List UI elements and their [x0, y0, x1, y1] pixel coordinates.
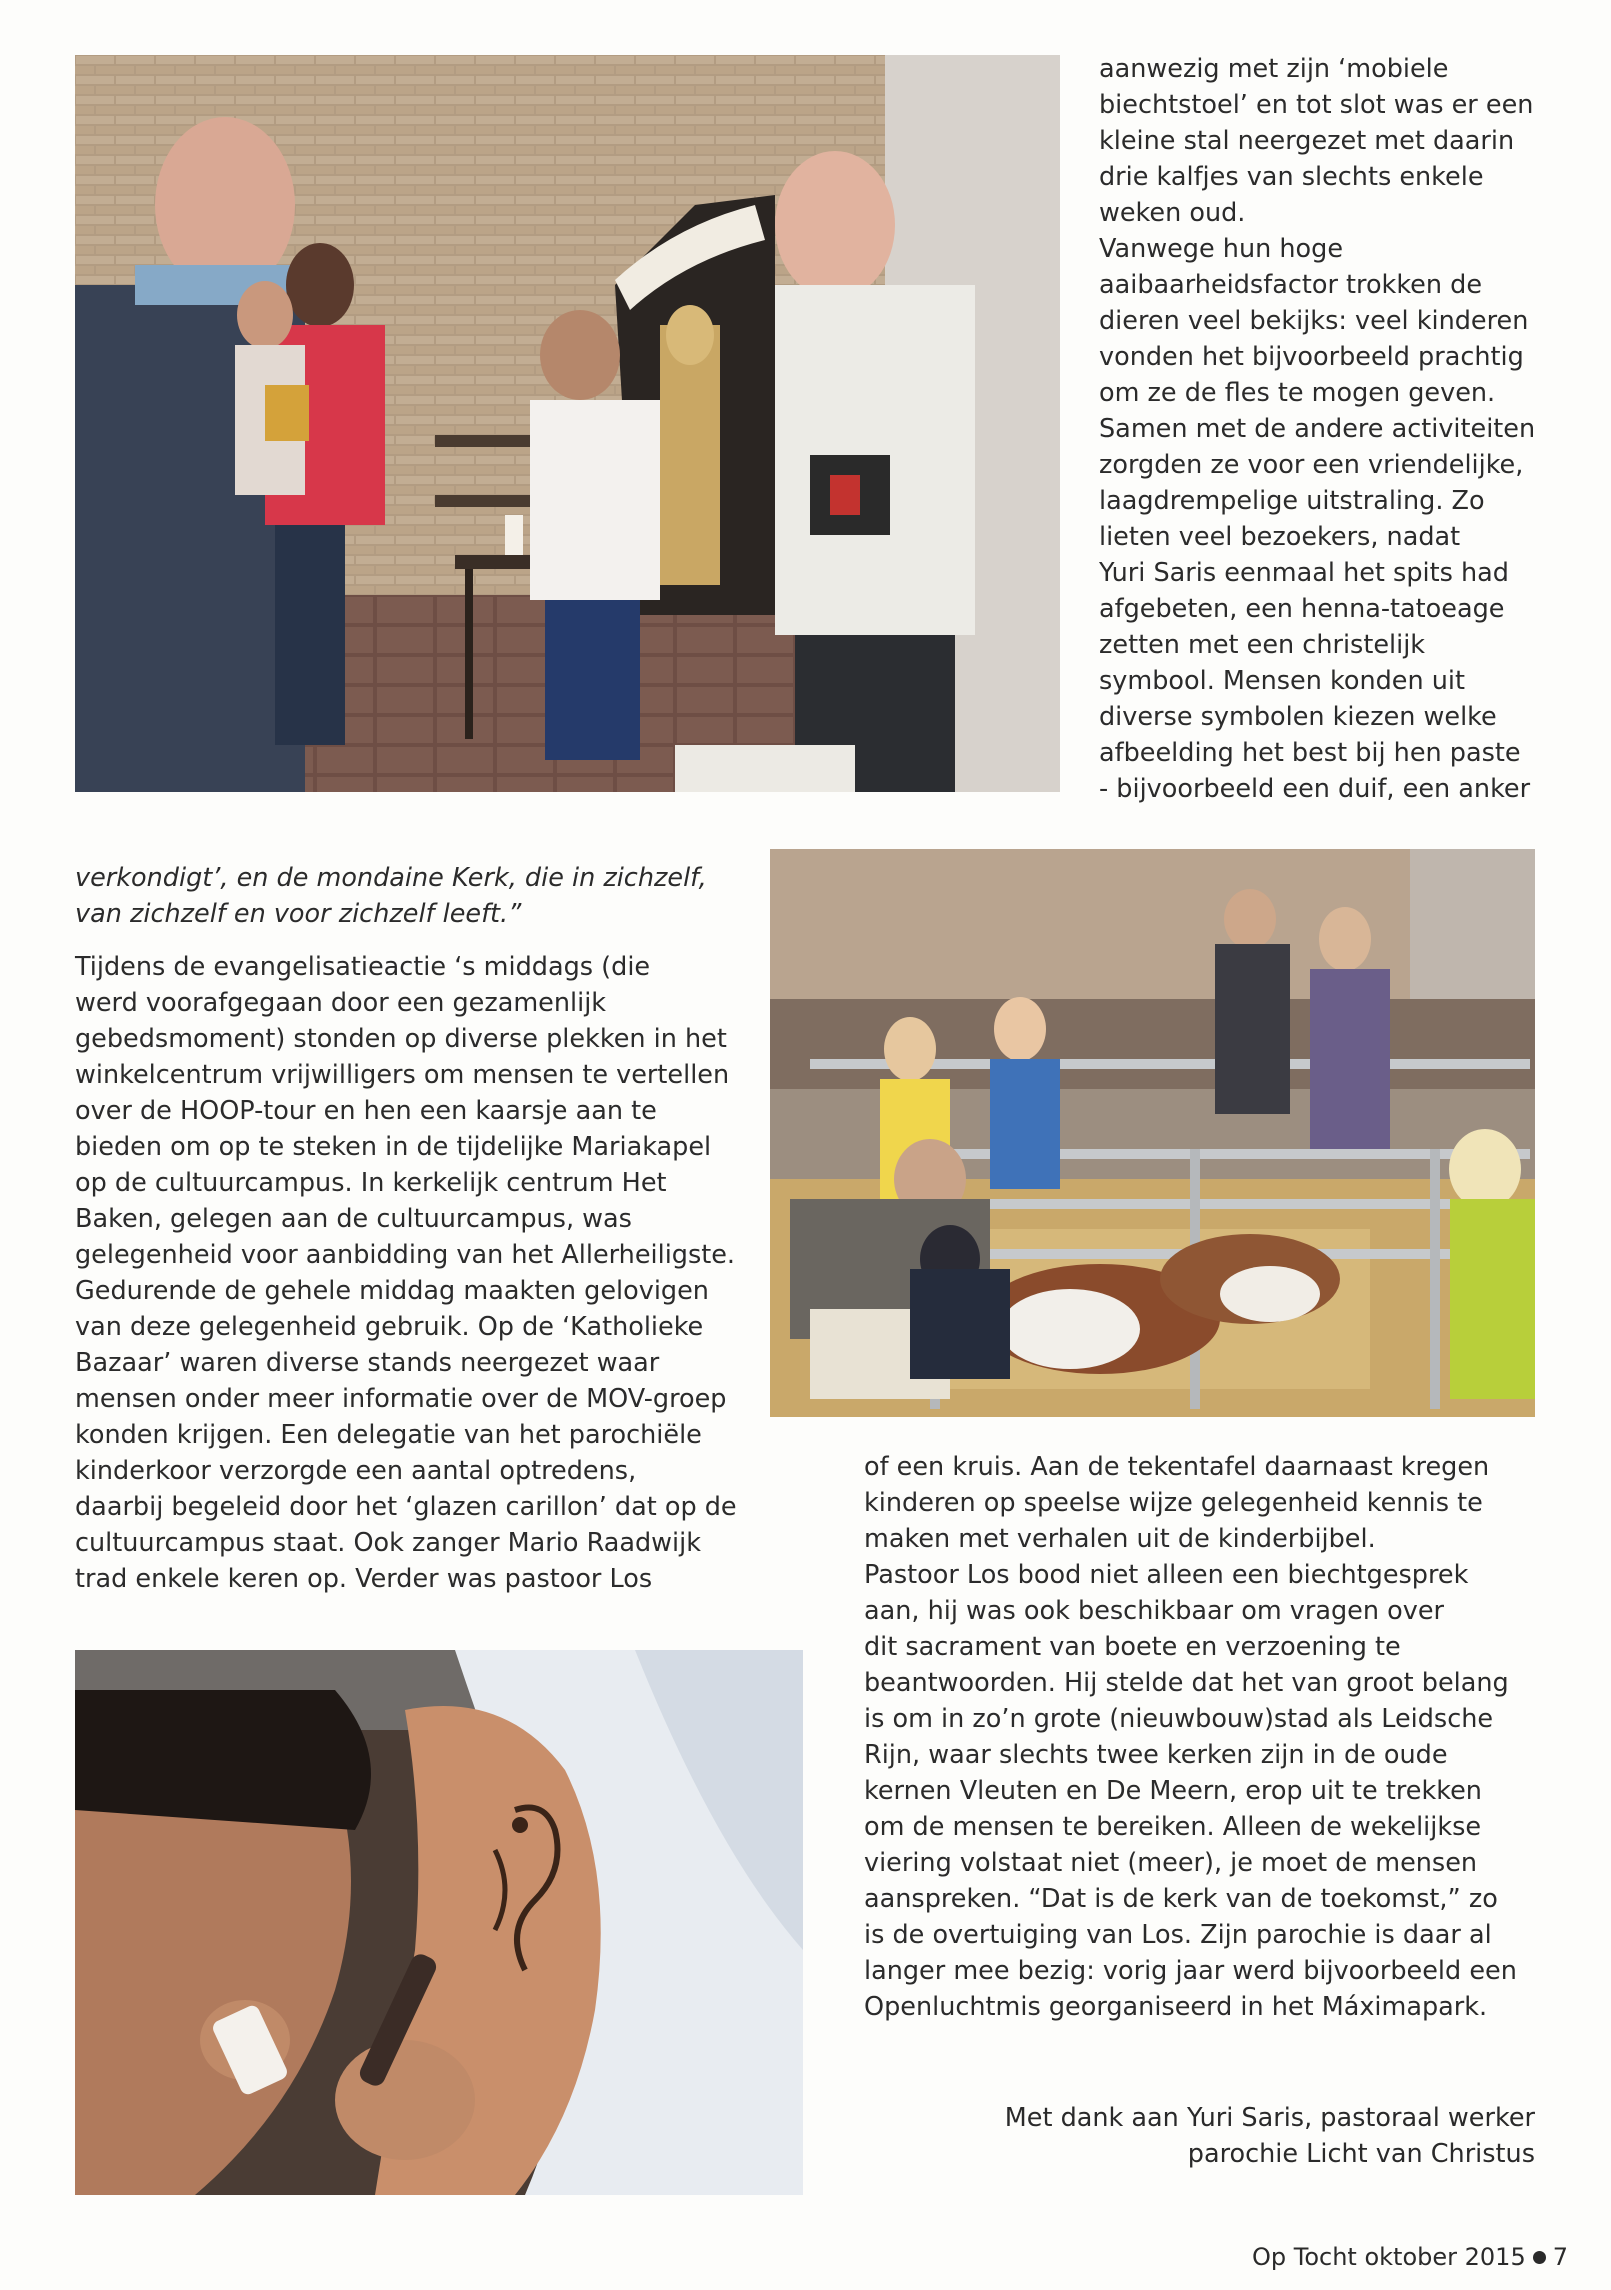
photo-henna-image: [75, 1650, 803, 2195]
page-number: 7: [1552, 2243, 1568, 2271]
text-line: Yuri Saris eenmaal het spits had: [1099, 558, 1509, 588]
text-line: viering volstaat niet (meer), je moet de mensen: [864, 1848, 1478, 1878]
magazine-issue: Op Tocht oktober 2015: [1252, 2243, 1526, 2271]
text-line: Pastoor Los bood niet alleen een biechtgesprek: [864, 1560, 1469, 1590]
text-line: langer mee bezig: vorig jaar werd bijvoorbeeld een: [864, 1956, 1517, 1986]
text-line: Rijn, waar slechts twee kerken zijn in de oude: [864, 1740, 1448, 1770]
text-line: zetten met een christelijk: [1099, 630, 1426, 660]
text-line: aan, hij was ook beschikbaar om vragen over: [864, 1596, 1444, 1626]
text-line: Gedurende de gehele middag maakten gelovigen: [75, 1276, 709, 1306]
text-line: afgebeten, een henna-tatoeage: [1099, 594, 1505, 624]
text-line: Baken, gelegen aan de cultuurcampus, was: [75, 1204, 632, 1234]
bullet-dot-icon: [1533, 2251, 1546, 2264]
column-right-bottom-text: [864, 1449, 1517, 2025]
text-line: trad enkele keren op. Verder was pastoor Los: [75, 1564, 653, 1594]
text-line: van deze gelegenheid gebruik. Op de ‘Katholieke: [75, 1312, 704, 1342]
text-line: beantwoorden. Hij stelde dat het van groot belang: [864, 1668, 1509, 1698]
text-line: drie kalfjes van slechts enkele: [1099, 162, 1484, 192]
text-line: gebedsmoment) stonden op diverse plekken in het: [75, 1024, 727, 1054]
text-line: gelegenheid voor aanbidding van het Allerheiligste.: [75, 1240, 736, 1270]
text-line: over de HOOP-tour en hen een kaarsje aan te: [75, 1096, 657, 1126]
text-line: aanspreken. “Dat is de kerk van de toekomst,” zo: [864, 1884, 1498, 1914]
text-line: vonden het bijvoorbeeld prachtig: [1099, 342, 1524, 372]
text-line: dit sacrament van boete en verzoening te: [864, 1632, 1401, 1662]
text-line: mensen onder meer informatie over de MOV-groep: [75, 1384, 727, 1414]
text-line: laagdrempelige uitstraling. Zo: [1099, 486, 1485, 516]
text-line: kinderkoor verzorgde een aantal optredens,: [75, 1456, 637, 1486]
text-line: verkondigt’, en de mondaine Kerk, die in zichzelf,: [75, 863, 707, 893]
text-line: van zichzelf en voor zichzelf leeft.”: [75, 899, 522, 929]
photo-chapel-image: [75, 55, 1060, 792]
photo-chapel-scene: [75, 55, 1060, 792]
text-line: zorgden ze voor een vriendelijke,: [1099, 450, 1524, 480]
text-line: Tijdens de evangelisatieactie ‘s middags (die: [75, 952, 651, 982]
text-line: konden krijgen. Een delegatie van het parochiële: [75, 1420, 702, 1450]
text-line: kleine stal neergezet met daarin: [1099, 126, 1515, 156]
text-line: kinderen op speelse wijze gelegenheid kennis te: [864, 1488, 1483, 1518]
text-line: Openluchtmis georganiseerd in het Máximapark.: [864, 1992, 1488, 2022]
text-line: aanwezig met zijn ‘mobiele: [1099, 54, 1449, 84]
text-line: of een kruis. Aan de tekentafel daarnaast kregen: [864, 1452, 1490, 1482]
text-line: symbool. Mensen konden uit: [1099, 666, 1466, 696]
text-line: is de overtuiging van Los. Zijn parochie is daar al: [864, 1920, 1492, 1950]
quote-ending: [75, 860, 707, 932]
text-line: Vanwege hun hoge: [1099, 234, 1344, 264]
text-line: winkelcentrum vrijwilligers om mensen te vertellen: [75, 1060, 730, 1090]
photo-calves-pen: [770, 849, 1535, 1417]
photo-calves-image: [770, 849, 1535, 1417]
text-line: weken oud.: [1099, 198, 1246, 228]
text-line: afbeelding het best bij hen paste: [1099, 738, 1521, 768]
text-line: bieden om op te steken in de tijdelijke Mariakapel: [75, 1132, 712, 1162]
text-line: Samen met de andere activiteiten: [1099, 414, 1536, 444]
credit-line: parochie Licht van Christus: [1187, 2139, 1535, 2169]
text-line: daarbij begeleid door het ‘glazen carillon’ dat op de: [75, 1492, 737, 1522]
text-line: maken met verhalen uit de kinderbijbel.: [864, 1524, 1376, 1554]
text-line: dieren veel bekijks: veel kinderen: [1099, 306, 1529, 336]
text-line: is om in zo’n grote (nieuwbouw)stad als Leidsche: [864, 1704, 1494, 1734]
text-line: op de cultuurcampus. In kerkelijk centrum Het: [75, 1168, 667, 1198]
text-line: Bazaar’ waren diverse stands neergezet waar: [75, 1348, 660, 1378]
column-right-top-text: [1099, 51, 1535, 807]
text-line: kernen Vleuten en De Meern, erop uit te trekken: [864, 1776, 1482, 1806]
page-footer: [1252, 2242, 1568, 2272]
photo-henna-tattoo: [75, 1650, 803, 2195]
text-line: werd voorafgegaan door een gezamenlijk: [75, 988, 607, 1018]
text-line: - bijvoorbeeld een duif, een anker: [1099, 774, 1531, 804]
text-line: om de mensen te bereiken. Alleen de wekelijkse: [864, 1812, 1482, 1842]
text-line: lieten veel bezoekers, nadat: [1099, 522, 1461, 552]
text-line: aaibaarheidsfactor trokken de: [1099, 270, 1483, 300]
text-line: om ze de fles te mogen geven.: [1099, 378, 1496, 408]
column-left-body-text: [75, 949, 737, 1597]
credit-line: Met dank aan Yuri Saris, pastoraal werker: [1004, 2103, 1535, 2133]
text-line: biechtstoel’ en tot slot was er een: [1099, 90, 1534, 120]
author-credit: [1005, 2100, 1535, 2172]
text-line: cultuurcampus staat. Ook zanger Mario Raadwijk: [75, 1528, 701, 1558]
text-line: diverse symbolen kiezen welke: [1099, 702, 1497, 732]
